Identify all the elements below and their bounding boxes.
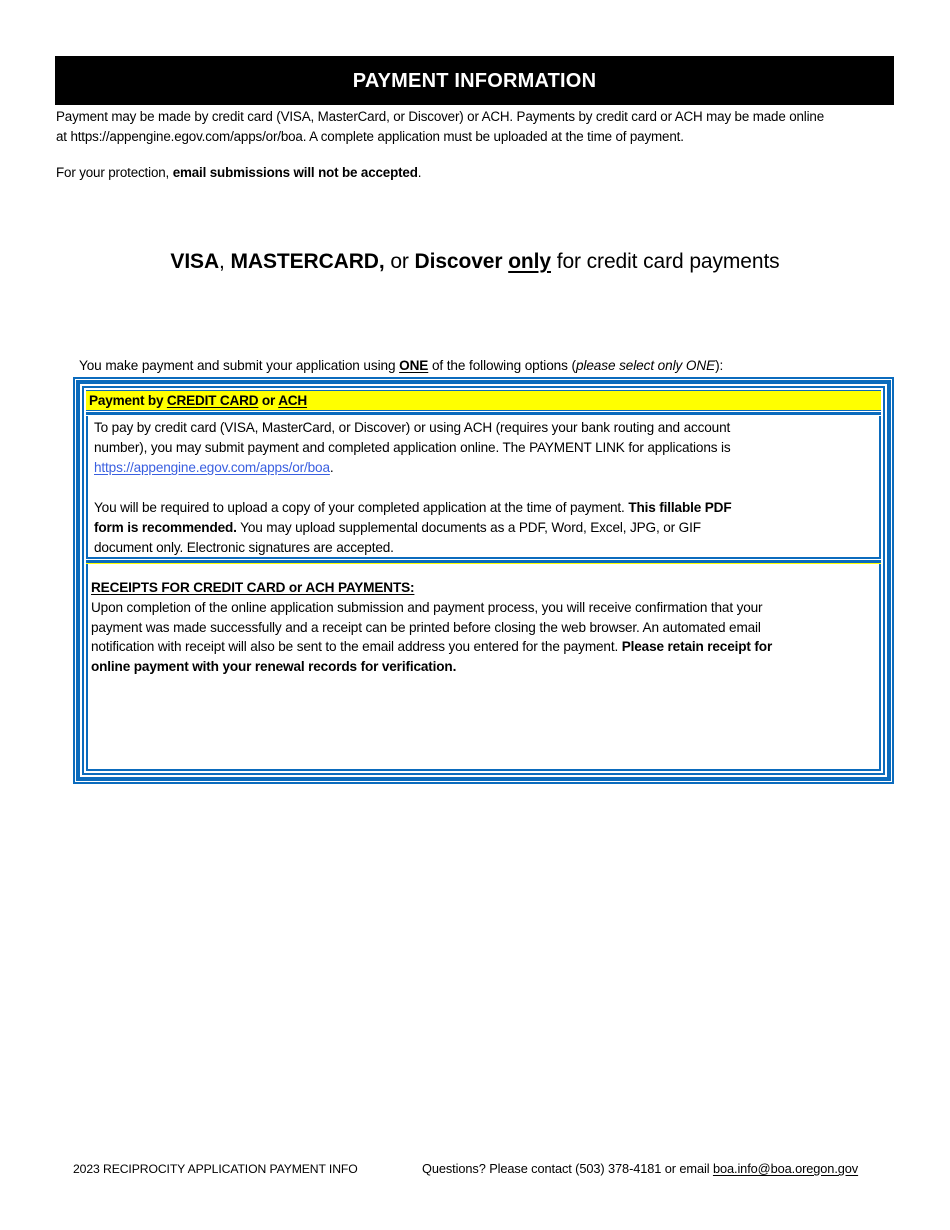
only-emphasis: only bbox=[508, 250, 551, 273]
select-one-note: please select only ONE bbox=[575, 358, 716, 373]
options-middle: of the following options ( bbox=[428, 358, 576, 373]
protection-suffix: . bbox=[417, 165, 422, 180]
link-suffix: . bbox=[329, 460, 334, 475]
divider bbox=[86, 557, 881, 559]
retain-receipt-note: Please retain receipt for bbox=[621, 639, 773, 655]
receipts-section bbox=[86, 564, 881, 771]
mastercard-label: MASTERCARD, bbox=[230, 250, 385, 273]
visa-label: VISA bbox=[170, 250, 220, 273]
intro-text bbox=[56, 107, 896, 183]
options-instruction bbox=[79, 356, 899, 375]
heading-prefix: Payment by bbox=[89, 393, 167, 408]
receipts-heading: RECEIPTS FOR CREDIT CARD or ACH PAYMENTS: bbox=[91, 580, 415, 595]
footer-document-title: 2023 RECIPROCITY APPLICATION PAYMENT INFO bbox=[73, 1162, 358, 1176]
discover-label: Discover bbox=[414, 250, 503, 273]
protection-notice bbox=[56, 163, 896, 183]
separator: or bbox=[384, 250, 415, 273]
receipts-line-4 bbox=[91, 657, 879, 677]
separator: , bbox=[219, 250, 231, 273]
intro-line-2: at https://appengine.egov.com/apps/or/boa. A complete application must be uploaded at the time of payment. bbox=[56, 128, 684, 144]
payment-link[interactable]: https://appengine.egov.com/apps/or/boa bbox=[94, 460, 330, 475]
cc-para2-line3: document only. Electronic signatures are accepted. bbox=[94, 540, 394, 555]
cc-para1-line2: number), you may submit payment and completed application online. The PAYMENT LINK for applications is bbox=[94, 440, 731, 455]
contact-text: Questions? Please contact (503) 378-4181 or email bbox=[422, 1161, 713, 1176]
heading-or: or bbox=[258, 393, 279, 408]
ach-label: ACH bbox=[278, 393, 308, 408]
receipts-line-1: Upon completion of the online application submission and payment process, you will receive confirmation that your bbox=[91, 599, 763, 615]
one-emphasis: ONE bbox=[399, 358, 429, 373]
accepted-cards-notice bbox=[0, 247, 950, 277]
credit-card-instructions bbox=[86, 416, 881, 557]
divider bbox=[86, 412, 881, 415]
credit-card-section-heading bbox=[86, 390, 881, 411]
options-prefix: You make payment and submit your application using bbox=[79, 358, 400, 373]
receipts-line-2: payment was made successfully and a receipt can be printed before closing the web browser. An automated email bbox=[91, 619, 761, 635]
intro-line-1: Payment may be made by credit card (VISA, MasterCard, or Discover) or ACH. Payments by credit card or ACH may be made online bbox=[56, 109, 825, 124]
cc-para1-line3 bbox=[94, 458, 879, 478]
cc-notice-rest: for credit card payments bbox=[550, 250, 780, 273]
receipts-line-3 bbox=[91, 637, 879, 657]
protection-warning: email submissions will not be accepted bbox=[172, 165, 418, 180]
contact-email-link[interactable]: boa.info@boa.oregon.gov bbox=[712, 1161, 859, 1176]
options-suffix: ): bbox=[715, 358, 724, 373]
recommended-note: form is recommended. bbox=[94, 520, 237, 535]
cc-para1-line1: To pay by credit card (VISA, MasterCard, or Discover) or using ACH (requires your bank routing and account bbox=[94, 420, 731, 435]
para2-prefix: You will be required to upload a copy of your completed application at the time of payment. bbox=[94, 500, 629, 515]
retain-receipt-note-cont: online payment with your renewal records for verification. bbox=[91, 659, 457, 675]
credit-card-label: CREDIT CARD bbox=[166, 393, 259, 408]
fillable-pdf-note: This fillable PDF bbox=[628, 500, 732, 515]
supplemental-docs-note: You may upload supplemental documents as a PDF, Word, Excel, JPG, or GIF bbox=[236, 520, 701, 535]
receipts-line3-prefix: notification with receipt will also be sent to the email address you entered for the payment. bbox=[91, 639, 622, 655]
cc-para2-line2 bbox=[94, 518, 879, 538]
cc-para2-line1 bbox=[94, 498, 879, 518]
footer-contact bbox=[422, 1161, 858, 1177]
protection-prefix: For your protection, bbox=[56, 165, 173, 180]
page-title: PAYMENT INFORMATION bbox=[55, 56, 894, 105]
